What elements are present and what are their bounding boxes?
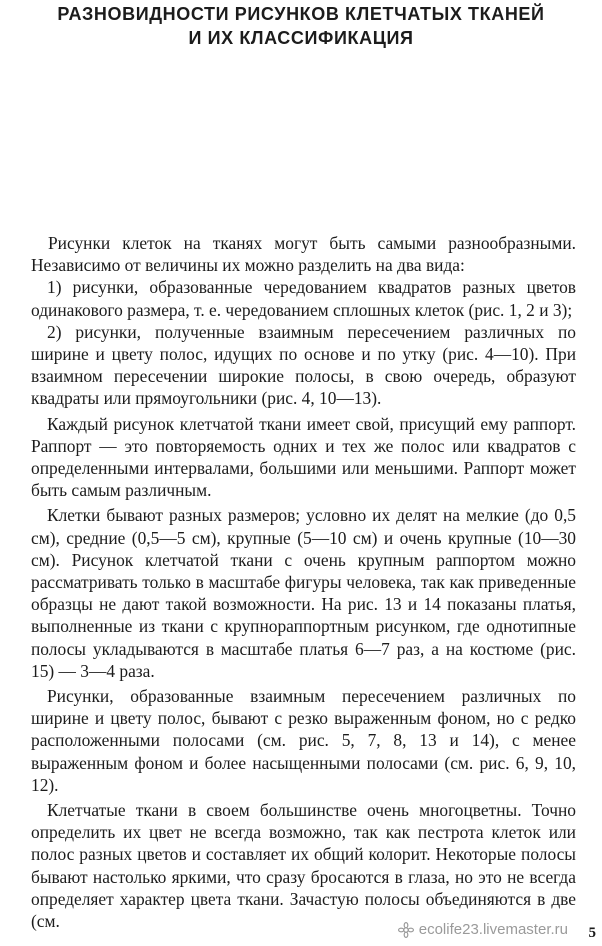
paragraph-intro: Рисунки клеток на тканях могут быть самыми разнообразными. Независимо от величины их можно разделить на два вида: (31, 233, 576, 276)
paragraph-backgrounds: Рисунки, образованные взаимным пересечением различных по ширине и цвету полос, бывают с резко выраженным фоном, но с редко расположенными полосами (см. рис. 5, 7, 8, 13 и 14), с менее выраженным фоном и более насыщенными полосами (см. рис. 6, 9, 10, 12). (31, 686, 576, 795)
flower-icon (398, 922, 414, 938)
watermark-text: ecolife23.livemaster.ru (418, 921, 568, 938)
body-text (31, 232, 576, 932)
paragraph-rapport: Каждый рисунок клетчатой ткани имеет свой, присущий ему раппорт. Раппорт — это повторяемость одних и тех же полос или квадратов с определенными интервалами, большими или меньшими. Раппорт может быть самым различным. (31, 413, 576, 501)
paragraph-type-2: 2) рисунки, полученные взаимным пересечением различных по ширине и цвету полос, идущих по основе и по утку (рис. 4—10). При взаимном пересечении широкие полосы, в свою очередь, образуют квадраты или прямоугольники (рис. 4, 10—13). (31, 321, 576, 409)
paragraph-sizes: Клетки бывают разных размеров; условно их делят на мелкие (до 0,5 см), средние (0,5—5 см), крупные (5—10 см) и очень крупные (10—30 см). Рисунок клетчатой ткани с очень крупным раппортом можно рассматривать только в масштабе фигуры человека, так как приведенные образцы не дают такой возможности. На рис. 13 и 14 показаны платья, выполненные из ткани с крупнораппортным рисунком, где однотипные полосы укладываются в масштабе платья 6—7 раз, а на костюме (рис. 15) — 3—4 раза. (31, 505, 576, 681)
page-title-line-2: И ИХ КЛАССИФИКАЦИЯ (188, 28, 414, 48)
page-number: 5 (588, 925, 596, 941)
paragraph-colors: Клетчатые ткани в своем большинстве очень многоцветны. Точно определить их цвет не всегда возможно, так как пестрота клеток или полос разных цветов и составляет их общий колорит. Некоторые полосы бывают настолько яркими, что сразу бросаются в глаза, но это не всегда определяет характер цвета ткани. Зачастую полосы объединяются в две (см. (31, 800, 576, 932)
page-title-line-1: РАЗНОВИДНОСТИ РИСУНКОВ КЛЕТЧАТЫХ ТКАНЕЙ (57, 4, 545, 24)
watermark (398, 921, 568, 938)
paragraph-type-1: 1) рисунки, образованные чередованием квадратов разных цветов одинакового размера, т. е. чередованием сплошных клеток (рис. 1, 2 и 3); (31, 277, 576, 320)
